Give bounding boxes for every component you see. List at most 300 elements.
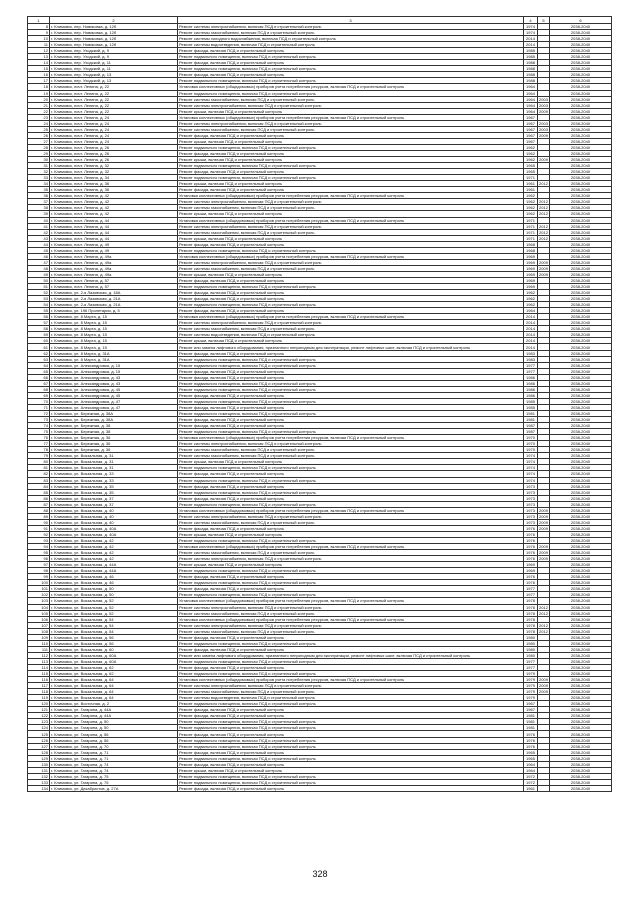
- cell-row-number: 114: [28, 664, 50, 670]
- cell-address: г. Климовск, ул. Гагарина, д. 75: [50, 779, 178, 785]
- cell-address: г. Климовск, почт. Ленина, д. 26: [50, 150, 178, 156]
- cell-planned-period: 2038-2040: [550, 302, 612, 308]
- cell-address: г. Климовск, ул. 8 Марта, д. 31А: [50, 350, 178, 356]
- cell-row-number: 106: [28, 616, 50, 622]
- cell-row-number: 119: [28, 695, 50, 701]
- cell-row-number: 82: [28, 471, 50, 477]
- cell-build-year: 1979: [524, 677, 538, 683]
- cell-build-year: 1962: [524, 193, 538, 199]
- cell-address: г. Климовск, почт. Ленина, д. 42: [50, 199, 178, 205]
- cell-build-year: 1968: [524, 241, 538, 247]
- cell-row-number: 131: [28, 767, 50, 773]
- cell-row-number: 21: [28, 102, 50, 108]
- cell-address: г. Климовск, почт. Ленина, д. 24: [50, 132, 178, 138]
- cell-address: г. Климовск, ул. Гагарина, д. 74: [50, 767, 178, 773]
- cell-planned-period: 2038-2040: [550, 658, 612, 664]
- cell-work-type: Ремонт фасада, включая ПСД и строительный контроль: [178, 392, 524, 398]
- cell-work-type: Ремонт крыши, включая ПСД и строительный контроль: [178, 767, 524, 773]
- cell-address: г. Климовск, ул. Вокзальная, д. 46: [50, 574, 178, 580]
- cell-row-number: 90: [28, 519, 50, 525]
- cell-build-year: 1970: [524, 447, 538, 453]
- cell-address: г. Климовск, ул. Бережная, д. 38А: [50, 411, 178, 417]
- cell-address: г. Климовск, ул. 2-я Лазовская, д. 21А: [50, 296, 178, 302]
- cell-work-type: Установка коллективных (общедомовых) приборов учета потребления ресурсов, включая ПСД и строительный контроль: [178, 544, 524, 550]
- cell-row-number: 43: [28, 235, 50, 241]
- cell-work-type: Ремонт подвального помещения, включая ПСД и строительный контроль: [178, 640, 524, 646]
- cell-last-repair-year: 2003: [539, 102, 548, 108]
- cell-build-year: 1977: [524, 664, 538, 670]
- cell-planned-period: 2038-2040: [550, 271, 612, 277]
- cell-last-repair-year: 2009: [539, 108, 548, 114]
- cell-address: г. Климовск, ул. 8 Марта, д. 15: [50, 326, 178, 332]
- cell-build-year: 1969: [524, 259, 538, 265]
- cell-row-number: 69: [28, 392, 50, 398]
- cell-planned-period: 2038-2040: [550, 755, 612, 761]
- cell-row-number: 40: [28, 217, 50, 223]
- table-row: [28, 785, 612, 791]
- cell-row-number: 44: [28, 241, 50, 247]
- document-page: [27, 16, 611, 792]
- cell-planned-period: 2038-2040: [550, 689, 612, 695]
- cell-planned-period: 2038-2040: [550, 628, 612, 634]
- cell-build-year: 1985: [524, 48, 538, 54]
- cell-address: г. Климовск, ул. Вокзальная, д. 54: [50, 616, 178, 622]
- cell-address: г. Климовск, ул. 8 Марта, д. 15: [50, 320, 178, 326]
- cell-last-repair-year: [538, 785, 550, 791]
- cell-planned-period: 2038-2040: [550, 483, 612, 489]
- cell-planned-period: 2038-2040: [550, 126, 612, 132]
- cell-planned-period: 2038-2040: [550, 398, 612, 404]
- cell-address: г. Климовск, почт. Ленина, д. 24: [50, 126, 178, 132]
- cell-planned-period: 2038-2040: [550, 60, 612, 66]
- cell-work-type: Ремонт системы газоснабжения, включая ПСД и строительный контроль: [178, 453, 524, 459]
- cell-row-number: 51: [28, 284, 50, 290]
- cell-last-repair-year: 2012: [539, 205, 548, 211]
- cell-build-year: 1977: [524, 658, 538, 664]
- cell-work-type: Ремонт подвального помещения, включая ПСД и строительный контроль: [178, 719, 524, 725]
- cell-planned-period: 2038-2040: [550, 743, 612, 749]
- cell-row-number: 86: [28, 495, 50, 501]
- cell-row-number: 123: [28, 719, 50, 725]
- cell-work-type: Ремонт подвального помещения, включая ПСД и строительный контроль: [178, 755, 524, 761]
- cell-build-year: 1967: [524, 120, 538, 126]
- cell-work-type: Ремонт системы газоснабжения, включая ПСД и строительный контроль: [178, 30, 524, 36]
- cell-row-number: 8: [28, 24, 50, 30]
- cell-work-type: Ремонт системы водоотведения, включая ПСД и строительный контроль: [178, 42, 524, 48]
- cell-work-type: Ремонт крыши, включая ПСД и строительный контроль: [178, 459, 524, 465]
- cell-work-type: Ремонт системы электроснабжения, включая ПСД и строительный контроль: [178, 102, 524, 108]
- cell-planned-period: 2038-2040: [550, 465, 612, 471]
- cell-last-repair-year: 2012: [539, 610, 548, 616]
- cell-address: г. Климовск, пер. Новиковка, д. 12б: [50, 36, 178, 42]
- cell-build-year: 1988: [524, 60, 538, 66]
- cell-work-type: Ремонт фасада, включая ПСД и строительный контроль: [178, 586, 524, 592]
- cell-row-number: 27: [28, 138, 50, 144]
- cell-address: г. Климовск, пер. Уходский, д. 11: [50, 66, 178, 72]
- cell-build-year: 1986: [524, 386, 538, 392]
- cell-address: г. Климовск, ул. Гагарина, д. 50: [50, 719, 178, 725]
- cell-work-type: Ремонт фасада, включая ПСД и строительный контроль: [178, 749, 524, 755]
- cell-build-year: 1985: [524, 398, 538, 404]
- cell-address: г. Климовск, ул. Декабристов, д. 27А: [50, 785, 178, 791]
- cell-planned-period: 2038-2040: [550, 72, 612, 78]
- cell-row-number: 75: [28, 429, 50, 435]
- header-col-3: 3: [178, 17, 524, 24]
- cell-row-number: 63: [28, 356, 50, 362]
- cell-build-year: 1974: [524, 453, 538, 459]
- cell-row-number: 94: [28, 544, 50, 550]
- cell-address: г. Климовск, ул. Вокзальная, д. 33: [50, 471, 178, 477]
- cell-work-type: Ремонт подвального помещения, включая ПСД и строительный контроль: [178, 537, 524, 543]
- cell-build-year: 1981: [524, 417, 538, 423]
- cell-build-year: 1961: [524, 181, 538, 187]
- cell-planned-period: 2038-2040: [550, 223, 612, 229]
- cell-planned-period: 2038-2040: [550, 150, 612, 156]
- cell-row-number: 47: [28, 259, 50, 265]
- cell-address: г. Климовск, почт. Ленина, д. 24: [50, 120, 178, 126]
- cell-planned-period: 2038-2040: [550, 199, 612, 205]
- cell-address: г. Климовск, почт. Ленина, д. 32: [50, 163, 178, 169]
- cell-work-type: Ремонт подвального помещения, включая ПСД и строительный контроль: [178, 658, 524, 664]
- cell-planned-period: 2038-2040: [550, 531, 612, 537]
- cell-build-year: 1971: [524, 223, 538, 229]
- cell-work-type: Ремонт подвального помещения, включая ПСД и строительный контроль: [178, 90, 524, 96]
- header-col-2: 2: [50, 17, 178, 24]
- cell-build-year: 1965: [524, 749, 538, 755]
- cell-build-year: 1979: [524, 683, 538, 689]
- cell-build-year: 1977: [524, 592, 538, 598]
- cell-row-number: 28: [28, 144, 50, 150]
- cell-address: г. Климовск, ул. 2-я Лазовская, д. 18А: [50, 290, 178, 296]
- cell-work-type: Ремонт подвального помещения, включая ПСД и строительный контроль: [178, 411, 524, 417]
- cell-planned-period: 2038-2040: [550, 453, 612, 459]
- cell-build-year: 1973: [524, 483, 538, 489]
- cell-planned-period: 2038-2040: [550, 556, 612, 562]
- cell-work-type: Ремонт крыши, включая ПСД и строительный контроль: [178, 157, 524, 163]
- cell-row-number: 92: [28, 531, 50, 537]
- cell-row-number: 70: [28, 398, 50, 404]
- cell-address: г. Климовск, ул. Вокзальная, д. 42: [50, 550, 178, 556]
- cell-work-type: Ремонт подвального помещения, включая ПСД и строительный контроль: [178, 175, 524, 181]
- cell-work-type: Ремонт подвального помещения, включая ПСД и строительный контроль: [178, 302, 524, 308]
- cell-planned-period: 2038-2040: [550, 356, 612, 362]
- cell-last-repair-year: 2009: [539, 683, 548, 689]
- cell-build-year: 1976: [524, 537, 538, 543]
- cell-last-repair-year: 2012: [539, 229, 548, 235]
- cell-work-type: Ремонт или замена лифтового оборудования, признанного непригодным для эксплуатации, ремонт лифтовых шахт, включая ПСД и строительный контроль: [178, 344, 524, 350]
- cell-planned-period: 2038-2040: [550, 368, 612, 374]
- cell-build-year: 1986: [524, 380, 538, 386]
- cell-build-year: 1967: [524, 707, 538, 713]
- cell-row-number: 62: [28, 350, 50, 356]
- cell-row-number: 77: [28, 441, 50, 447]
- cell-build-year: 1980: [524, 646, 538, 652]
- cell-row-number: 89: [28, 513, 50, 519]
- cell-work-type: Ремонт фасада, включая ПСД и строительный контроль: [178, 296, 524, 302]
- cell-planned-period: 2038-2040: [550, 411, 612, 417]
- cell-work-type: Ремонт фасада, включая ПСД и строительный контроль: [178, 423, 524, 429]
- cell-row-number: 109: [28, 634, 50, 640]
- cell-row-number: 87: [28, 501, 50, 507]
- cell-address: г. Климовск, ул. 2-я Лазовская, д. 21А: [50, 302, 178, 308]
- cell-address: г. Климовск, ул. Вокзальная, д. 46: [50, 580, 178, 586]
- cell-address: г. Климовск, почт. Ленина, д. 44: [50, 229, 178, 235]
- cell-address: г. Климовск, почт. Ленина, д. 24: [50, 138, 178, 144]
- table-body: [28, 24, 612, 792]
- cell-planned-period: 2038-2040: [550, 471, 612, 477]
- cell-planned-period: 2038-2040: [550, 713, 612, 719]
- cell-planned-period: 2038-2040: [550, 96, 612, 102]
- cell-work-type: Ремонт подвального помещения, включая ПСД и строительный контроль: [178, 247, 524, 253]
- cell-work-type: Ремонт фасада, включая ПСД и строительный контроль: [178, 417, 524, 423]
- cell-address: г. Климовск, пер. Уходский, д. 13: [50, 72, 178, 78]
- cell-row-number: 22: [28, 108, 50, 114]
- cell-last-repair-year: 2009: [539, 157, 548, 163]
- cell-address: г. Климовск, ул. Бережная, д. 38: [50, 423, 178, 429]
- cell-build-year: 1976: [524, 556, 538, 562]
- cell-work-type: Ремонт фасада, включая ПСД и строительный контроль: [178, 308, 524, 314]
- cell-planned-period: 2038-2040: [550, 296, 612, 302]
- cell-build-year: 2014: [524, 344, 538, 350]
- cell-build-year: 1964: [524, 767, 538, 773]
- cell-row-number: 110: [28, 640, 50, 646]
- cell-work-type: Ремонт фасада, включая ПСД и строительный контроль: [178, 761, 524, 767]
- cell-row-number: 117: [28, 683, 50, 689]
- cell-row-number: 127: [28, 743, 50, 749]
- cell-work-type: Ремонт системы водоотведения, включая ПСД и строительный контроль: [178, 695, 524, 701]
- cell-address: г. Климовск, ул. 8 Марта, д. 15: [50, 314, 178, 320]
- cell-planned-period: 2038-2040: [550, 664, 612, 670]
- cell-address: г. Климовск, ул. Вокзальная, д. 40: [50, 519, 178, 525]
- cell-work-type: Установка коллективных (общедомовых) приборов учета потребления ресурсов, включая ПСД и строительный контроль: [178, 507, 524, 513]
- cell-build-year: 1962: [524, 144, 538, 150]
- cell-row-number: 98: [28, 568, 50, 574]
- cell-planned-period: 2038-2040: [550, 695, 612, 701]
- cell-work-type: Ремонт фасада, включая ПСД и строительный контроль: [178, 646, 524, 652]
- cell-address: г. Климовск, ул. Вокзальная, д. 52: [50, 610, 178, 616]
- cell-planned-period: 2038-2040: [550, 616, 612, 622]
- cell-planned-period: 2038-2040: [550, 187, 612, 193]
- cell-work-type: Ремонт фасада, включая ПСД и строительный контроль: [178, 132, 524, 138]
- cell-work-type: Ремонт подвального помещения, включая ПСД и строительный контроль: [178, 773, 524, 779]
- cell-address: г. Климовск, ул. Александровка, д. 47: [50, 398, 178, 404]
- cell-address: г. Климовск, ул. Бережная, д. 38: [50, 429, 178, 435]
- cell-build-year: 1976: [524, 531, 538, 537]
- cell-planned-period: 2038-2040: [550, 646, 612, 652]
- cell-planned-period: 2038-2040: [550, 175, 612, 181]
- cell-build-year: 1961: [524, 785, 538, 791]
- cell-work-type: Ремонт подвального помещения, включая ПСД и строительный контроль: [178, 380, 524, 386]
- cell-work-type: Установка коллективных (общедомовых) приборов учета потребления ресурсов, включая ПСД и строительный контроль: [178, 217, 524, 223]
- cell-planned-period: 2038-2040: [550, 157, 612, 163]
- cell-row-number: 120: [28, 701, 50, 707]
- cell-planned-period: 2038-2040: [550, 66, 612, 72]
- cell-build-year: 1986: [524, 374, 538, 380]
- cell-build-year: 1962: [524, 290, 538, 296]
- cell-work-type: Ремонт крыши, включая ПСД и строительный контроль: [178, 338, 524, 344]
- cell-planned-period: 2038-2040: [550, 610, 612, 616]
- cell-address: г. Климовск, ул. Вокзальная, д. 35: [50, 483, 178, 489]
- cell-work-type: Установка коллективных (общедомовых) приборов учета потребления ресурсов, включая ПСД и строительный контроль: [178, 435, 524, 441]
- cell-work-type: Ремонт системы газоснабжения, включая ПСД и строительный контроль: [178, 265, 524, 271]
- cell-planned-period: 2038-2040: [550, 144, 612, 150]
- cell-work-type: Ремонт системы электроснабжения, включая ПСД и строительный контроль: [178, 259, 524, 265]
- cell-last-repair-year: 2009: [539, 556, 548, 562]
- cell-work-type: Ремонт подвального помещения, включая ПСД и строительный контроль: [178, 743, 524, 749]
- cell-work-type: Ремонт фасада, включая ПСД и строительный контроль: [178, 713, 524, 719]
- cell-row-number: 84: [28, 483, 50, 489]
- cell-address: г. Климовск, ул. 8 Марта, д. 15: [50, 344, 178, 350]
- cell-build-year: 1962: [524, 296, 538, 302]
- cell-planned-period: 2038-2040: [550, 634, 612, 640]
- cell-address: г. Климовск, почт. Ленина, д. 22: [50, 102, 178, 108]
- cell-planned-period: 2038-2040: [550, 652, 612, 658]
- cell-planned-period: 2038-2040: [550, 169, 612, 175]
- cell-address: г. Климовск, ул. Вокзальная, д. 44А: [50, 568, 178, 574]
- cell-build-year: 1978: [524, 610, 538, 616]
- cell-last-repair-year: 2009: [539, 544, 548, 550]
- cell-work-type: Ремонт фасада, включая ПСД и строительный контроль: [178, 187, 524, 193]
- cell-row-number: 59: [28, 332, 50, 338]
- cell-work-type: Ремонт фасада, включая ПСД и строительный контроль: [178, 574, 524, 580]
- cell-address: г. Климовск, почт. Ленина, д. 49а: [50, 253, 178, 259]
- cell-planned-period: 2038-2040: [550, 132, 612, 138]
- cell-row-number: 49: [28, 271, 50, 277]
- cell-planned-period: 2038-2040: [550, 24, 612, 30]
- cell-row-number: 57: [28, 320, 50, 326]
- cell-row-number: 96: [28, 556, 50, 562]
- cell-address: г. Климовск, ул. Бережная, д. 36: [50, 441, 178, 447]
- cell-address: г. Климовск, ул. Вокзальная, д. 64: [50, 677, 178, 683]
- cell-last-repair-year: 2009: [539, 519, 548, 525]
- cell-planned-period: 2038-2040: [550, 513, 612, 519]
- cell-planned-period: 2038-2040: [550, 423, 612, 429]
- cell-work-type: Установка коллективных (общедомовых) приборов учета потребления ресурсов, включая ПСД и строительный контроль: [178, 598, 524, 604]
- cell-build-year: 1980: [524, 634, 538, 640]
- cell-planned-period: 2038-2040: [550, 677, 612, 683]
- cell-address: г. Климовск, ул. Вокзальная, д. 54: [50, 622, 178, 628]
- cell-planned-period: 2038-2040: [550, 550, 612, 556]
- cell-work-type: Ремонт фасада, включая ПСД и строительный контроль: [178, 374, 524, 380]
- cell-work-type: Ремонт системы электроснабжения, включая ПСД и строительный контроль: [178, 120, 524, 126]
- cell-build-year: 1962: [524, 205, 538, 211]
- cell-build-year: 1974: [524, 465, 538, 471]
- cell-last-repair-year: 2009: [539, 132, 548, 138]
- cell-address: г. Климовск, пер. Уходский, д. 9: [50, 54, 178, 60]
- cell-address: г. Климовск, ул. Вокзальная, д. 60: [50, 646, 178, 652]
- cell-address: г. Климовск, почт. Ленина, д. 42: [50, 193, 178, 199]
- cell-address: г. Климовск, пер. Новиковка, д. 12б: [50, 42, 178, 48]
- cell-row-number: 10: [28, 36, 50, 42]
- cell-work-type: Ремонт подвального помещения, включая ПСД и строительный контроль: [178, 465, 524, 471]
- cell-work-type: Ремонт крыши, включая ПСД и строительный контроль: [178, 108, 524, 114]
- cell-planned-period: 2038-2040: [550, 338, 612, 344]
- cell-planned-period: 2038-2040: [550, 259, 612, 265]
- cell-row-number: 52: [28, 290, 50, 296]
- cell-row-number: 17: [28, 78, 50, 84]
- cell-planned-period: 2038-2040: [550, 707, 612, 713]
- cell-planned-period: 2038-2040: [550, 622, 612, 628]
- cell-build-year: 1985: [524, 54, 538, 60]
- cell-planned-period: 2038-2040: [550, 737, 612, 743]
- cell-planned-period: 2038-2040: [550, 537, 612, 543]
- cell-build-year: 1988: [524, 66, 538, 72]
- cell-planned-period: 2038-2040: [550, 120, 612, 126]
- cell-build-year: 1971: [524, 217, 538, 223]
- cell-row-number: 13: [28, 54, 50, 60]
- cell-work-type: Ремонт фасада, включая ПСД и строительный контроль: [178, 169, 524, 175]
- cell-build-year: 1988: [524, 72, 538, 78]
- cell-row-number: 126: [28, 737, 50, 743]
- cell-build-year: 1976: [524, 544, 538, 550]
- cell-planned-period: 2038-2040: [550, 683, 612, 689]
- cell-planned-period: 2038-2040: [550, 253, 612, 259]
- cell-address: г. Климовск, ул. Вокзальная, д. 52: [50, 604, 178, 610]
- cell-row-number: 50: [28, 277, 50, 283]
- cell-address: г. Климовск, ул. 196 Пролетарии, д. 5: [50, 308, 178, 314]
- cell-work-type: Ремонт подвального помещения, включая ПСД и строительный контроль: [178, 356, 524, 362]
- cell-row-number: 113: [28, 658, 50, 664]
- cell-planned-period: 2038-2040: [550, 163, 612, 169]
- cell-planned-period: 2038-2040: [550, 386, 612, 392]
- header-col-4: 4: [524, 17, 538, 24]
- cell-address: г. Климовск, почт. Ленина, д. 49: [50, 247, 178, 253]
- cell-row-number: 25: [28, 126, 50, 132]
- cell-build-year: 2014: [524, 314, 538, 320]
- cell-build-year: 1969: [524, 284, 538, 290]
- cell-row-number: 105: [28, 610, 50, 616]
- cell-planned-period: 2038-2040: [550, 773, 612, 779]
- cell-work-type: Ремонт системы газоснабжения, включая ПСД и строительный контроль: [178, 519, 524, 525]
- cell-planned-period: 2038-2040: [550, 417, 612, 423]
- cell-address: г. Климовск, ул. 8 Марта, д. 15: [50, 338, 178, 344]
- cell-planned-period: 2038-2040: [550, 36, 612, 42]
- cell-work-type: Ремонт подвального помещения, включая ПСД и строительный контроль: [178, 489, 524, 495]
- cell-planned-period: 2038-2040: [550, 78, 612, 84]
- cell-address: г. Климовск, ул. Вокзальная, д. 62: [50, 664, 178, 670]
- cell-work-type: Ремонт крыши, включая ПСД и строительный контроль: [178, 235, 524, 241]
- cell-work-type: Ремонт подвального помещения, включая ПСД и строительный контроль: [178, 362, 524, 368]
- cell-planned-period: 2038-2040: [550, 290, 612, 296]
- cell-row-number: 29: [28, 150, 50, 156]
- cell-work-type: Ремонт крыши, включая ПСД и строительный контроль: [178, 211, 524, 217]
- cell-last-repair-year: 2012: [539, 235, 548, 241]
- cell-work-type: Установка коллективных (общедомовых) приборов учета потребления ресурсов, включая ПСД и строительный контроль: [178, 314, 524, 320]
- page-number: 328: [312, 869, 328, 879]
- cell-row-number: 118: [28, 689, 50, 695]
- cell-row-number: 121: [28, 707, 50, 713]
- cell-row-number: 31: [28, 163, 50, 169]
- cell-work-type: Ремонт системы холодного водоснабжения, включая ПСД и строительный контроль: [178, 36, 524, 42]
- cell-build-year: 1965: [524, 169, 538, 175]
- cell-address: г. Климовск, ул. Вокзальная, д. 40А: [50, 531, 178, 537]
- cell-planned-period: 2038-2040: [550, 767, 612, 773]
- cell-planned-period: 2038-2040: [550, 598, 612, 604]
- cell-last-repair-year: 2009: [539, 689, 548, 695]
- cell-work-type: Установка коллективных (общедомовых) приборов учета потребления ресурсов, включая ПСД и строительный контроль: [178, 193, 524, 199]
- cell-address: г. Климовск, ул. Гагарина, д. 71: [50, 749, 178, 755]
- cell-build-year: 1970: [524, 435, 538, 441]
- cell-planned-period: 2038-2040: [550, 217, 612, 223]
- cell-build-year: 1964: [524, 102, 538, 108]
- cell-build-year: 1974: [524, 471, 538, 477]
- cell-build-year: 1976: [524, 574, 538, 580]
- cell-work-type: Ремонт системы электроснабжения, включая ПСД и строительный контроль: [178, 604, 524, 610]
- cell-row-number: 76: [28, 435, 50, 441]
- cell-row-number: 80: [28, 459, 50, 465]
- cell-planned-period: 2038-2040: [550, 265, 612, 271]
- cell-work-type: Ремонт системы электроснабжения, включая ПСД и строительный контроль: [178, 199, 524, 205]
